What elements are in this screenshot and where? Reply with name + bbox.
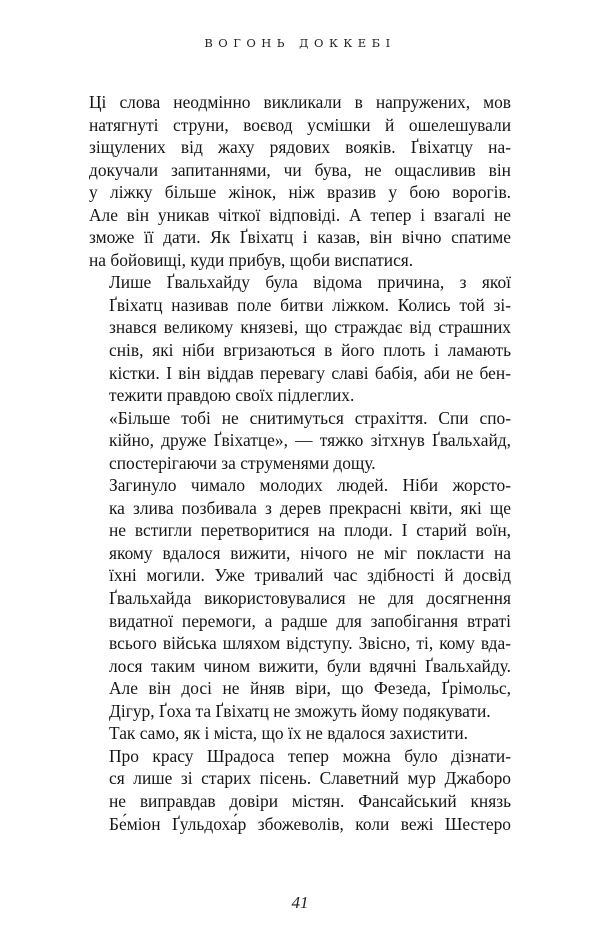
text-line: ка злива позбивала з дерев прекрасні квіти, які ще	[109, 497, 511, 518]
text-line: їхні могили. Уже тривалий час здібності й досвід	[109, 565, 511, 586]
paragraph	[89, 407, 511, 475]
text-line: зможе її дати. Як Ґвіхатц і казав, він вічно спатиме	[89, 227, 511, 248]
text-line: всього війська шляхом відступу. Звісно, ті, кому вда-	[109, 633, 511, 654]
text-line: тежити правдою своїх підлеглих.	[109, 385, 355, 406]
text-line: Дігур, Ґоха та Ґвіхатц не зможуть йому подякувати.	[109, 700, 491, 721]
paragraph	[89, 722, 511, 745]
text-line: не виправдав довіри містян. Фансайський князь	[109, 790, 511, 811]
text-line: кійно, друже Ґвіхатце», — тяжко зітхнув Ґвальхайд,	[109, 430, 511, 451]
text-line: Про красу Шрадоса тепер можна було дізнати-	[109, 745, 511, 766]
text-line: Загинуло чимало молодих людей. Ніби жорсто-	[109, 475, 511, 496]
text-line: Так само, як і міста, що їх не вдалося захистити.	[109, 723, 469, 744]
text-line: кістки. І він віддав перевагу славі бабія, аби не бен-	[109, 362, 511, 383]
text-line: якому вдалося вижити, нічого не міг покласти на	[109, 542, 511, 563]
text-line: докучали запитаннями, чи бува, не ощасливив він	[89, 159, 511, 180]
paragraph	[89, 474, 511, 722]
text-line: Ґвальхайда використовувалися не для досягнення	[109, 588, 511, 609]
body-text	[89, 91, 511, 835]
text-line: Ґвіхатц називав поле битви ліжком. Колись той зі-	[109, 294, 511, 315]
text-line: спостерігаючи за струменями дощу.	[109, 452, 376, 473]
page-number: 41	[291, 893, 309, 912]
paragraph	[89, 745, 511, 835]
text-line: знався великому князеві, що страждає від страшних	[109, 317, 511, 338]
text-line: Бе́міон Ґульдоха́р збожеволів, коли вежі Шестеро	[109, 813, 511, 834]
text-line: натягнуті струни, воєвод усмішки й ошелешували	[89, 114, 511, 135]
text-line: снів, які ніби вгризаються в його плоть і ламають	[109, 340, 511, 361]
text-line: Ці слова неодмінно викликали в напружених, мов	[89, 92, 511, 112]
text-line: Лише Ґвальхайду була відома причина, з якої	[109, 272, 511, 293]
text-line: «Більше тобі не снитимуться страхіття. Спи спо-	[109, 407, 511, 428]
text-line: зіщулених від жаху рядових вояків. Ґвіхатцу на-	[89, 137, 511, 158]
text-line: Але він досі не йняв віри, що Фезеда, Ґрімольс,	[109, 678, 511, 699]
text-line: ся лише зі старих пісень. Славетний мур Джаборо	[109, 768, 511, 789]
text-line: на бойовищі, куди прибув, щоби виспатися.	[89, 249, 414, 270]
text-line: Але він уникав чіткої відповіді. А тепер і взагалі не	[89, 204, 511, 225]
text-line: у ліжку більше жінок, ніж вразив у бою ворогів.	[89, 182, 511, 203]
text-line: не встигли перетворитися на плоди. І старий воїн,	[109, 520, 511, 541]
running-head: ВОГОНЬ ДОККЕБІ	[204, 36, 396, 50]
paragraph	[89, 91, 511, 271]
paragraph	[89, 271, 511, 406]
text-line: видатної перемоги, а радше для запобігання втраті	[109, 610, 511, 631]
text-line: лося таким чином вижити, були вдячні Ґвальхайду.	[109, 655, 511, 676]
